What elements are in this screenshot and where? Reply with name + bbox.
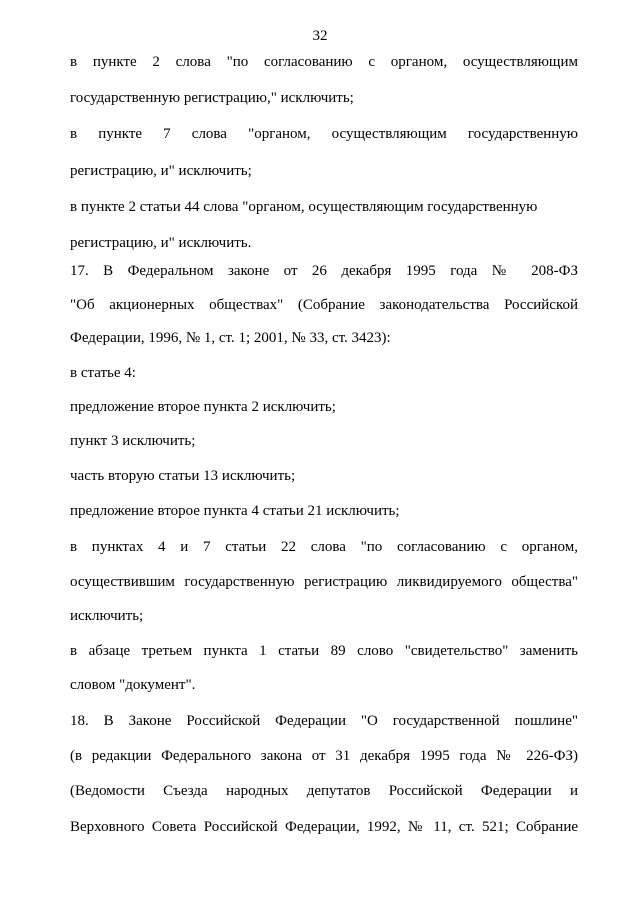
text-line: государственную регистрацию," исключить; — [70, 90, 354, 106]
text-line: пункт 3 исключить; — [70, 433, 196, 449]
text-line: в пункте 7 слова "органом, осуществляющим государственную — [70, 126, 578, 142]
text-line: (Ведомости Съезда народных депутатов Российской Федерации и — [70, 783, 578, 799]
text-line: Федерации, 1996, № 1, ст. 1; 2001, № 33, ст. 3423): — [70, 330, 391, 346]
text-line: 18. В Законе Российской Федерации "О государственной пошлине" — [70, 713, 578, 729]
text-line: предложение второе пункта 2 исключить; — [70, 399, 336, 415]
text-line: 17. В Федеральном законе от 26 декабря 1995 года № 208-ФЗ — [70, 263, 578, 279]
text-line: в пункте 2 статьи 44 слова "органом, осуществляющим государственную — [70, 199, 538, 215]
text-line: словом "документ". — [70, 677, 196, 693]
text-line: часть вторую статьи 13 исключить; — [70, 468, 296, 484]
text-line: в статье 4: — [70, 365, 136, 381]
text-line: осуществившим государственную регистрацию ликвидируемого общества" — [70, 574, 578, 590]
text-line: в пункте 2 слова "по согласованию с органом, осуществляющим — [70, 54, 578, 70]
text-line: исключить; — [70, 608, 144, 624]
text-line: "Об акционерных обществах" (Собрание законодательства Российской — [70, 297, 578, 313]
text-line: в пунктах 4 и 7 статьи 22 слова "по согласованию с органом, — [70, 539, 578, 555]
text-line: (в редакции Федерального закона от 31 декабря 1995 года № 226-ФЗ) — [70, 748, 578, 764]
text-line: предложение второе пункта 4 статьи 21 исключить; — [70, 503, 400, 519]
text-line: регистрацию, и" исключить; — [70, 163, 252, 179]
page-number: 32 — [312, 28, 328, 44]
text-line: Верховного Совета Российской Федерации, 1992, № 11, ст. 521; Собрание — [70, 819, 578, 835]
text-line: в абзаце третьем пункта 1 статьи 89 слово "свидетельство" заменить — [70, 643, 578, 659]
text-line: регистрацию, и" исключить. — [70, 235, 252, 251]
